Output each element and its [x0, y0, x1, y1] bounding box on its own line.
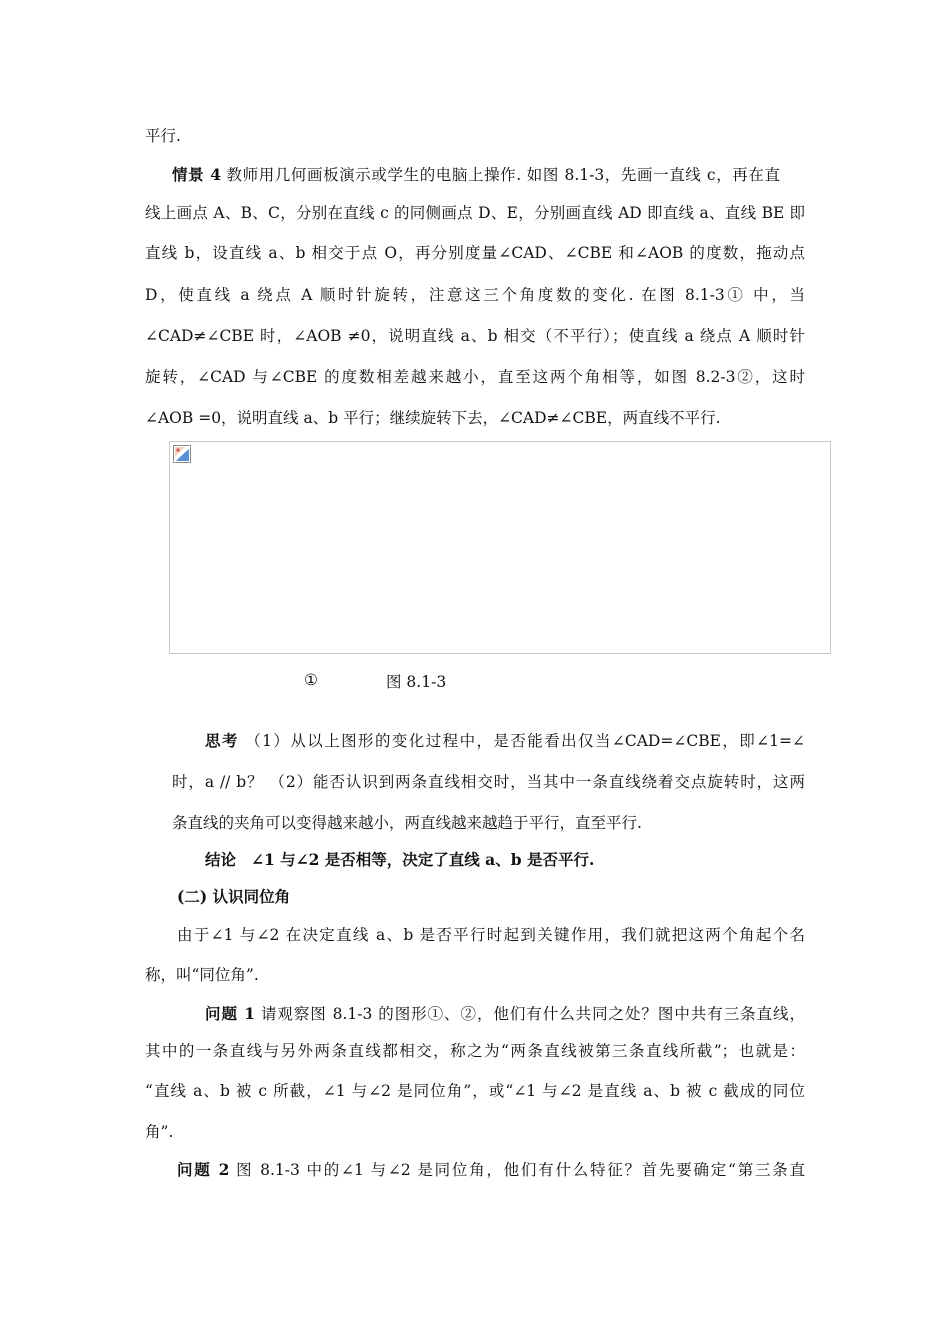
think-line-1: [205, 731, 805, 751]
q2-label: 问题 2: [177, 1160, 230, 1179]
broken-image-icon: [173, 445, 191, 463]
q2-line-1: [177, 1160, 805, 1180]
think-line-2: 时，a // b？ （2）能否认识到两条直线相交时，当其中一条直线绕着交点旋转时，这两: [172, 773, 805, 791]
scene4-line-2: 线上画点 A、B、C，分别在直线 c 的同侧画点 D、E，分别画直线 AD 即直线 a、直线 BE 即: [145, 204, 805, 222]
think-text-1: （1）从以上图形的变化过程中，是否能看出仅当∠CAD=∠CBE，即∠1=∠: [245, 732, 805, 750]
think-line-3: 条直线的夹角可以变得越来越小，两直线越来越趋于平行，直至平行.: [172, 814, 642, 832]
conclusion-label: 结论: [205, 850, 237, 869]
conclusion-text: ∠1 与∠2 是否相等，决定了直线 a、b 是否平行.: [250, 850, 595, 869]
figure-caption: 图 8.1-3: [386, 673, 447, 691]
figure-image-placeholder: [169, 441, 831, 654]
q1-line-1: [205, 1004, 805, 1024]
q1-text-1: 请观察图 8.1-3 的图形①、②，他们有什么共同之处？图中共有三条直线，: [260, 1005, 806, 1023]
section-heading: (二) 认识同位角: [177, 887, 291, 906]
scene4-line-5: ∠CAD≠∠CBE 时，∠AOB ≠0，说明直线 a、b 相交（不平行）；使直线 a 绕点 A 顺时针: [145, 327, 805, 345]
paragraph-continuation: 平行.: [145, 127, 181, 145]
scene4-line-6: 旋转，∠CAD 与∠CBE 的度数相差越来越小，直至这两个角相等，如图 8.2-3②，这时: [145, 368, 805, 386]
scene4-text-1: 教师用几何画板演示或学生的电脑上操作. 如图 8.1-3，先画一直线 c，再在直: [226, 166, 780, 184]
q1-line-2: 其中的一条直线与另外两条直线都相交，称之为“两条直线被第三条直线所截”；也就是：: [145, 1042, 805, 1060]
q1-label: 问题 1: [205, 1004, 256, 1023]
think-label: 思考: [205, 731, 239, 750]
scene4-line-1: [172, 165, 780, 185]
q2-text-1: 图 8.1-3 中的∠1 与∠2 是同位角，他们有什么特征？首先要确定“第三条直: [236, 1161, 805, 1179]
q1-line-3: “直线 a、b 被 c 所截，∠1 与∠2 是同位角”，或“∠1 与∠2 是直线 a、b 被 c 截成的同位: [145, 1082, 805, 1100]
figure-panel-label: ①: [304, 671, 318, 689]
scene4-line-3: 直线 b，设直线 a、b 相交于点 O，再分别度量∠CAD、∠CBE 和∠AOB 的度数，拖动点: [145, 244, 805, 262]
intro-line-2: 称，叫“同位角”.: [145, 966, 259, 984]
q1-line-4: 角”.: [145, 1123, 174, 1141]
scene4-line-4: D，使直线 a 绕点 A 顺时针旋转，注意这三个角度数的变化. 在图 8.1-3① 中，当: [145, 286, 805, 304]
scene4-label: 情景 4: [172, 165, 221, 184]
scene4-line-7: ∠AOB =0，说明直线 a、b 平行；继续旋转下去，∠CAD≠∠CBE，两直线不平行.: [145, 409, 721, 427]
intro-line-1: 由于∠1 与∠2 在决定直线 a、b 是否平行时起到关键作用，我们就把这两个角起个名: [177, 926, 805, 944]
conclusion: [205, 850, 594, 870]
